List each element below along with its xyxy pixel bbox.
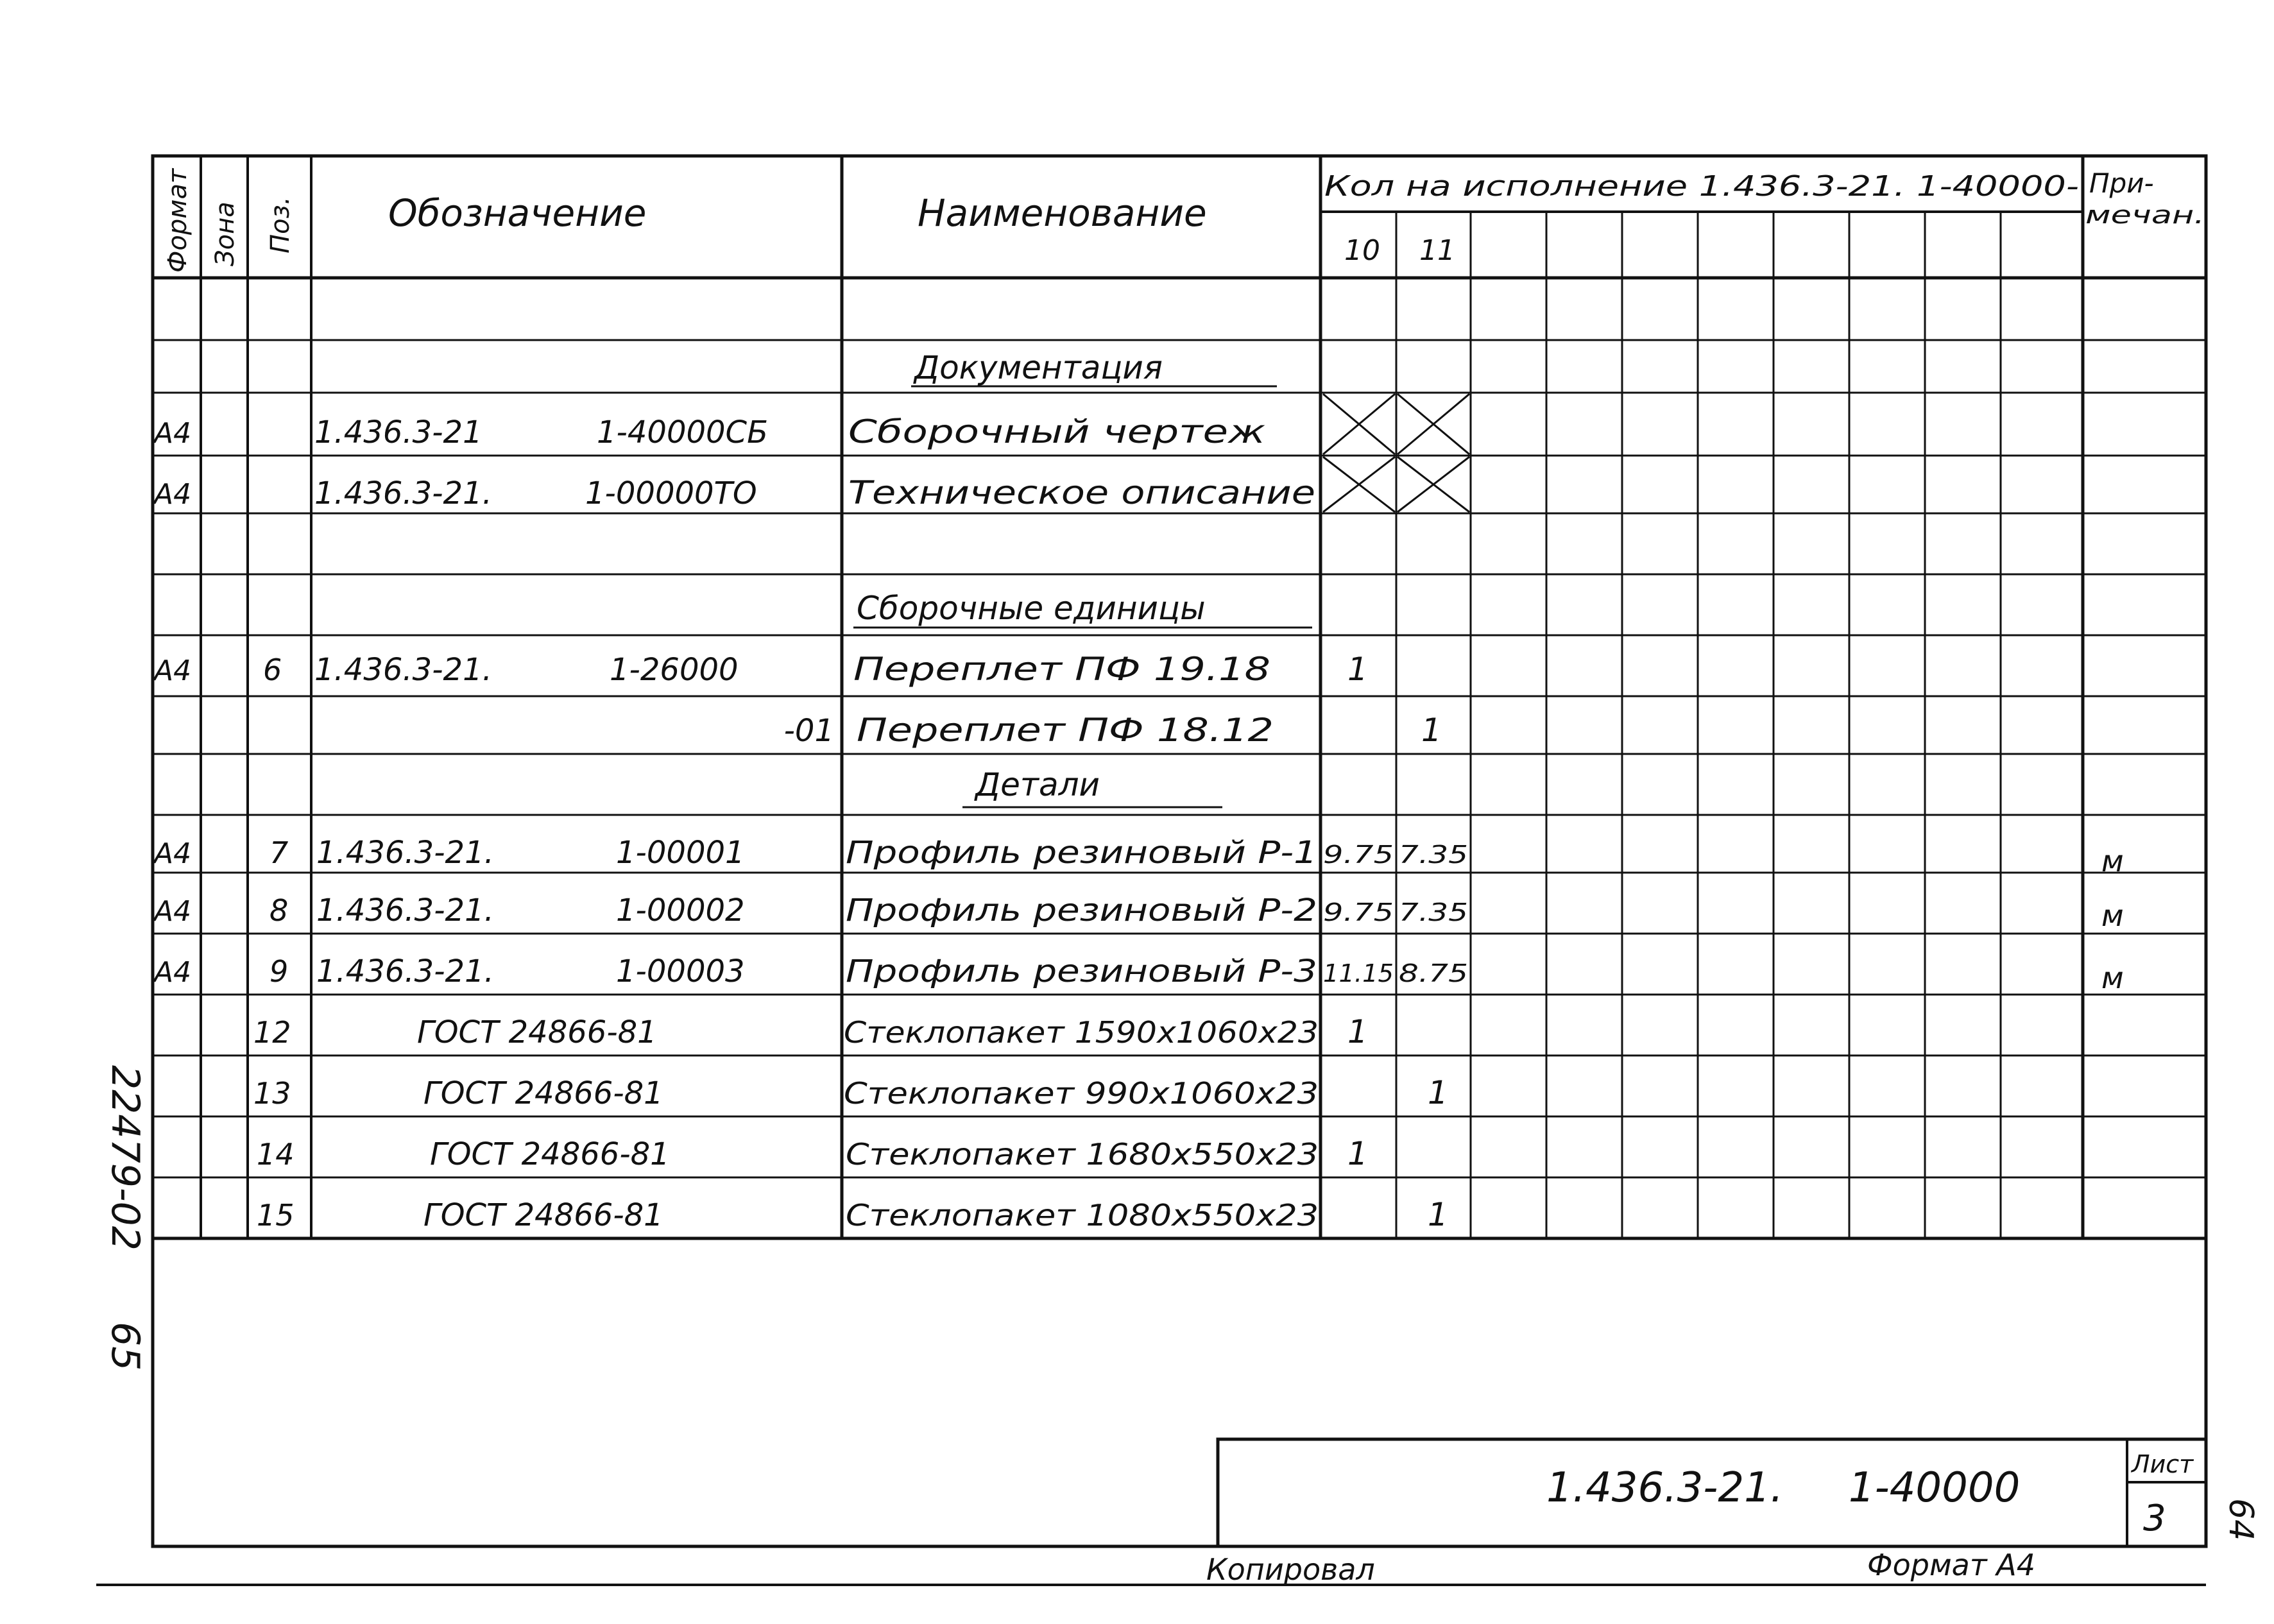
row-name: Стеклопакет 1680х550х23 (846, 1137, 1319, 1172)
margin-inventory-number: 22479-02 (103, 1065, 148, 1251)
title-designation: 1.436.3-21. 1-40000 (1546, 1464, 2021, 1512)
row-designation: ГОСТ 24866-81 (423, 1197, 663, 1233)
row-qty-10: 9.75 (1323, 898, 1394, 927)
footer-format: Формат А4 (1867, 1548, 2035, 1582)
row-format: А4 (154, 895, 192, 928)
row-qty-10: 1 (1347, 1135, 1368, 1172)
table-row (257, 1196, 1448, 1233)
header-designation: Обозначение (388, 191, 647, 235)
row-qty-10: 9.75 (1323, 841, 1394, 869)
table-row (152, 474, 1315, 511)
row-name: Переплет ПФ 19.18 (853, 651, 1270, 688)
row-qty-11: 1 (1421, 712, 1442, 749)
row-designation: ГОСТ 24866-81 (417, 1014, 657, 1050)
table-row (253, 1013, 1368, 1050)
row-position: 7 (269, 835, 289, 870)
row-qty-11: 7.35 (1399, 898, 1468, 927)
table-row (253, 1074, 1448, 1111)
row-designation: 1.436.3-21 (314, 415, 483, 450)
row-code: 1-40000СБ (597, 415, 768, 450)
row-designation: 1.436.3-21. (316, 893, 494, 928)
title-block (1218, 1439, 2206, 1546)
row-position: 13 (253, 1076, 291, 1111)
margin-corner-number: 64 (2221, 1498, 2260, 1541)
row-format: А4 (154, 837, 192, 870)
section-assemblies: Сборочные единицы (857, 590, 1206, 627)
row-designation: 1.436.3-21. (314, 652, 492, 688)
table-row (152, 413, 1265, 450)
row-position: 6 (263, 653, 282, 687)
row-name: Профиль резиновый Р-3 (846, 953, 1317, 989)
table-row (152, 953, 2124, 995)
row-format: А4 (154, 417, 192, 450)
footer-copied: Копировал (1206, 1552, 1375, 1587)
header-variant-10: 10 (1344, 234, 1380, 267)
row-code: 1-26000 (610, 652, 739, 688)
row-name: Техническое описание (848, 474, 1315, 511)
row-qty-11: 7.35 (1399, 841, 1468, 869)
row-note: м (2101, 961, 2124, 995)
row-name: Стеклопакет 1080х550х23 (846, 1198, 1319, 1233)
row-format: А4 (154, 956, 192, 989)
row-designation: 1.436.3-21. (314, 475, 492, 511)
row-note: м (2101, 844, 2124, 878)
section-documentation: Документация (914, 349, 1163, 386)
table-row (152, 893, 2124, 933)
row-qty-10: 11.15 (1323, 959, 1394, 987)
row-name: Переплет ПФ 18.12 (857, 712, 1274, 749)
row-qty-11: 1 (1428, 1196, 1448, 1233)
row-name: Стеклопакет 1590х1060х23 (844, 1015, 1319, 1050)
header-notes-1: При- (2089, 167, 2154, 199)
row-code: 1-00001 (616, 835, 745, 871)
row-designation: 1.436.3-21. (316, 953, 494, 989)
row-name: Профиль резиновый Р-1 (846, 835, 1317, 871)
table-row (152, 651, 1368, 688)
row-designation: ГОСТ 24866-81 (423, 1075, 663, 1111)
sheet-label: Лист (2132, 1450, 2194, 1478)
row-position: 8 (269, 893, 289, 928)
row-position: 15 (257, 1198, 295, 1233)
header-position: Поз. (266, 196, 295, 253)
row-code: 1-00003 (616, 953, 745, 989)
row-name: Профиль резиновый Р-2 (846, 893, 1317, 928)
header-qty-title: Кол на исполнение 1.436.3-21. 1-40000- (1324, 170, 2079, 203)
table-row (257, 1135, 1368, 1172)
row-code: 1-00002 (616, 893, 745, 928)
row-format: А4 (154, 654, 192, 687)
footer (1206, 1548, 2035, 1587)
row-designation: 1.436.3-21. (316, 835, 494, 871)
sheet-number: 3 (2143, 1498, 2166, 1539)
header-notes-2: мечан. (2085, 201, 2205, 229)
row-code: -01 (783, 713, 834, 749)
header-name: Наименование (918, 191, 1207, 235)
margin-page-number: 65 (103, 1322, 148, 1371)
row-code: 1-00000ТО (585, 475, 757, 511)
row-name: Стеклопакет 990х1060х23 (844, 1076, 1319, 1111)
header-variant-11: 11 (1419, 234, 1455, 267)
row-position: 9 (269, 954, 289, 989)
row-designation: ГОСТ 24866-81 (430, 1136, 670, 1172)
row-qty-11: 1 (1428, 1074, 1448, 1111)
header-format: Формат (163, 168, 192, 273)
row-qty-10: 1 (1347, 1013, 1368, 1050)
row-qty-10: 1 (1347, 651, 1368, 688)
row-qty-11: 8.75 (1399, 959, 1468, 987)
section-parts: Детали (975, 766, 1100, 803)
row-name: Сборочный чертеж (848, 413, 1265, 450)
row-position: 12 (253, 1015, 291, 1050)
header-zone: Зона (210, 201, 240, 266)
table-header (163, 167, 2205, 273)
row-note: м (2101, 898, 2124, 933)
row-format: А4 (154, 478, 192, 511)
table-row (784, 712, 1442, 749)
row-position: 14 (257, 1137, 295, 1172)
